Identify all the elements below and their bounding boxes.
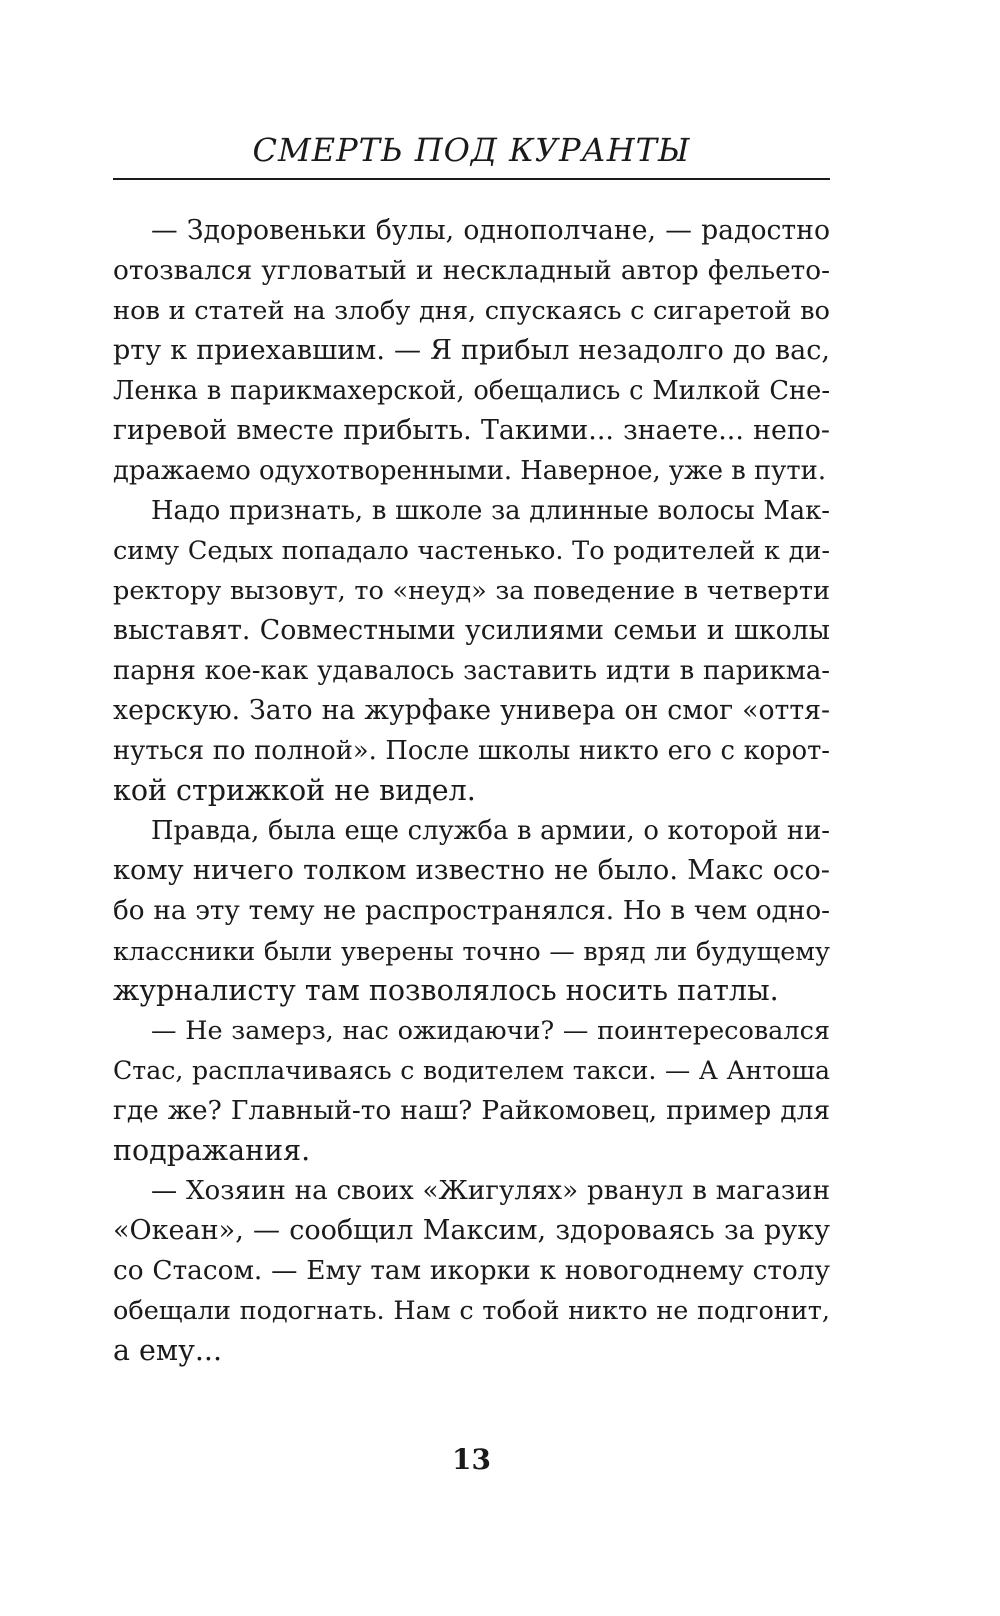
- text-line: отозвался угловатый и нескладный автор фельето-: [113, 256, 830, 286]
- text-line: а ему...: [113, 1334, 223, 1367]
- header-rule: [113, 178, 830, 180]
- text-line: со Стасом. — Ему там икорки к новогоднему столу: [113, 1256, 830, 1286]
- text-line: — Здоровеньки булы, однополчане, — радостно: [151, 215, 830, 246]
- text-line: парня кое-как удавалось заставить идти в парикма-: [113, 656, 830, 686]
- text-line: ректору вызовут, то «неуд» за поведение в четверти: [113, 576, 830, 606]
- text-line: кому ничего толком известно не было. Макс осо-: [113, 855, 830, 886]
- running-title: СМЕРТЬ ПОД КУРАНТЫ: [252, 131, 691, 169]
- text-line: выставят. Совместными усилиями семьи и школы: [113, 615, 830, 646]
- text-line: обещали подогнать. Нам с тобой никто не подгонит,: [113, 1296, 830, 1326]
- text-line: подражания.: [113, 1134, 311, 1167]
- text-line: херскую. Зато на журфаке универа он смог «оття-: [113, 695, 830, 726]
- text-line: журналисту там позволялось носить патлы.: [113, 974, 779, 1007]
- text-line: — Хозяин на своих «Жигулях» рванул в магазин: [151, 1176, 830, 1206]
- text-line: классники были уверены точно — вряд ли будущему: [113, 936, 830, 966]
- text-line: Стас, расплачиваясь с водителем такси. — А Антоша: [113, 1056, 830, 1085]
- text-line: Правда, была еще служба в армии, о которой ни-: [151, 816, 830, 846]
- text-line: Ленка в парикмахерской, обещались с Милкой Сне-: [113, 376, 830, 406]
- text-line: гиревой вместе прибыть. Такими... знаете... непо-: [113, 415, 830, 446]
- text-line: кой стрижкой не видел.: [113, 774, 476, 807]
- page-number: 13: [452, 1443, 491, 1476]
- text-line: нуться по полной». После школы никто его с корот-: [113, 736, 830, 766]
- text-line: Надо признать, в школе за длинные волосы Мак-: [151, 496, 830, 526]
- text-line: бо на эту тему не распространялся. Но в чем одно-: [113, 896, 830, 926]
- text-line: нов и статей на злобу дня, спускаясь с сигаретой во: [113, 296, 830, 326]
- text-line: дражаемо одухотворенными. Наверное, уже в пути.: [113, 456, 827, 486]
- text-line: — Не замерз, нас ожидаючи? — поинтересовался: [151, 1016, 830, 1046]
- text-line: где же? Главный-то наш? Райкомовец, пример для: [113, 1095, 830, 1126]
- text-line: рту к приехавшим. — Я прибыл незадолго до вас,: [113, 335, 830, 366]
- text-line: «Океан», — сообщил Максим, здороваясь за руку: [113, 1215, 830, 1246]
- text-line: симу Седых попадало частенько. То родителей к ди-: [113, 536, 830, 566]
- body-text: [113, 211, 830, 1371]
